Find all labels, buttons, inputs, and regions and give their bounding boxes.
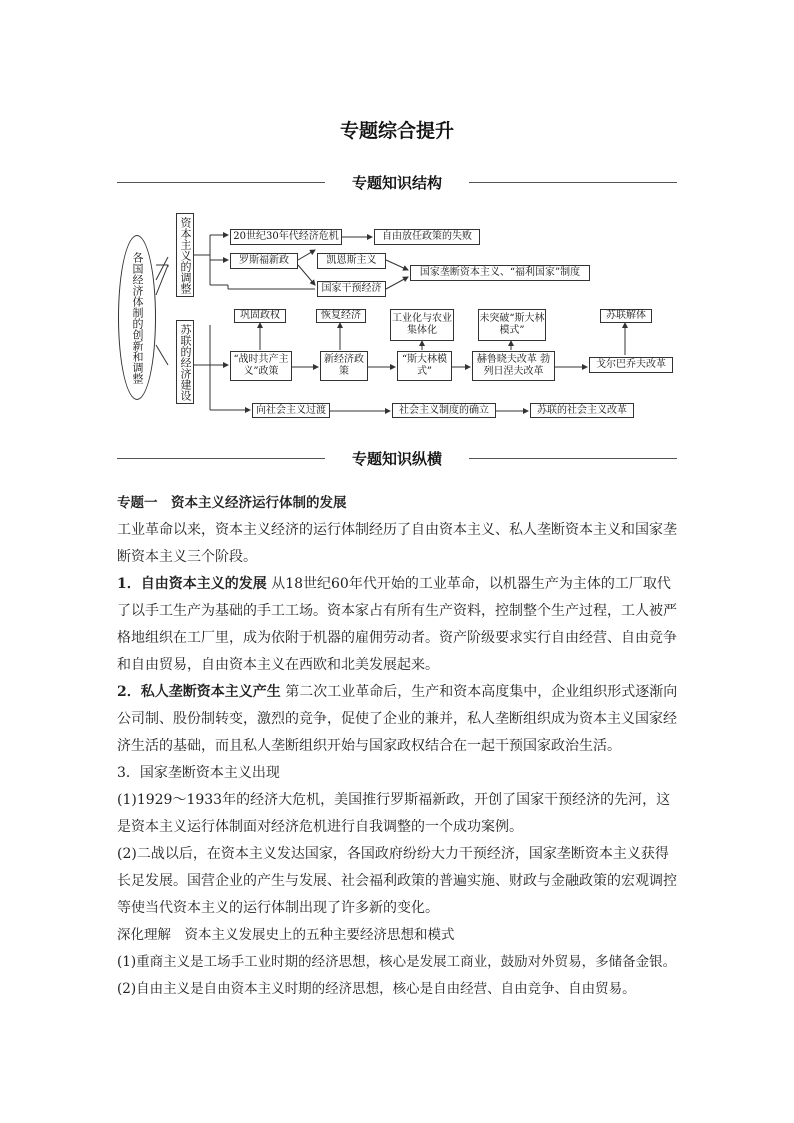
- branch-soviet: 苏联的经济建设: [176, 320, 194, 404]
- paragraph-2: [117, 679, 679, 760]
- box-gorbachev: 戈尔巴乔夫改革: [589, 357, 673, 373]
- paragraph-2-text: 第二次工业革命后，生产和资本高度集中，企业组织形式逐渐向公司制、股份制转变，激烈的竞争，促使了企业的兼并，私人垄断组织成为资本主义国家经济生活的基础，而且私人垄断组织开始与国家政权结合在一起干预国家政治生活。: [117, 684, 678, 754]
- box-crisis: 20世纪30年代经济危机: [230, 229, 342, 245]
- intro-paragraph: 工业革命以来，资本主义经济的运行体制经历了自由资本主义、私人垄断资本主义和国家垄断资本主义三个阶段。: [117, 522, 677, 565]
- deep-item-1: (1)重商主义是工场手工业时期的经济思想，核心是发展工商业，鼓励对外贸易，多储备金银。: [117, 954, 677, 970]
- section-title: 专题知识纵横: [351, 450, 442, 468]
- deep-item-2: (2)自由主义是自由资本主义时期的经济思想，核心是自由经营、自由竞争、自由贸易。: [117, 981, 636, 997]
- box-establish: 社会主义制度的确立: [392, 403, 496, 418]
- paragraph-1-text: 从18世纪60年代开始的工业革命，以机器生产为主体的工厂取代了以手工生产为基础的手工工场。资本家占有所有生产资料，控制整个生产过程，工人被严格地组织在工厂里，成为依附于机器的雇佣劳动者。资产阶级要求实行自由经营、自由竞争和自由贸易，自由资本主义在西欧和北美发展起来。: [117, 576, 677, 673]
- box-welfare: 国家垄断资本主义、“福利国家”制度: [410, 265, 590, 281]
- box-laissez: 自由放任政策的失败: [374, 229, 480, 245]
- page-title: 专题综合提升: [339, 120, 454, 142]
- branch-capitalism: 资本主义的调整: [176, 213, 194, 297]
- section-knowledge-overview: [117, 448, 677, 468]
- box-khrushchev-brezhnev: 赫鲁晓夫改革 勃列日涅夫改革: [472, 351, 555, 381]
- box-transition: 向社会主义过渡: [252, 403, 330, 418]
- box-consolidate: 巩固政权: [234, 309, 286, 323]
- paragraph-3b: (2)二战以后，在资本主义发达国家，各国政府纷纷大力干预经济，国家垄断资本主义获得长足发展。国营企业的产生与发展、社会福利政策的普遍实施、财政与金融政策的宏观调控等使当代资本主义的运行体制出现了许多新的变化。: [117, 846, 677, 916]
- box-newdeal: 罗斯福新政: [230, 253, 298, 269]
- paragraph-1: [117, 571, 679, 679]
- box-collapse: 苏联解体: [600, 309, 652, 323]
- box-wartime: “战时共产主义”政策: [230, 351, 292, 381]
- topic-heading: 专题一 资本主义经济运行体制的发展: [117, 495, 347, 511]
- section-title: 专题知识结构: [351, 174, 442, 192]
- topic-content: [117, 490, 679, 1003]
- paragraph-3-lead: 3．国家垄断资本主义出现: [117, 765, 280, 781]
- diagram-root: 各国经济体制的创新和调整: [118, 235, 156, 400]
- box-soviet-reform: 苏联的社会主义改革: [530, 403, 634, 418]
- paragraph-3a: (1)1929～1933年的经济大危机，美国推行罗斯福新政，开创了国家干预经济的先河，这是资本主义运行体制面对经济危机进行自我调整的一个成功案例。: [117, 792, 671, 835]
- section-knowledge-structure: [117, 172, 677, 192]
- box-keynes: 凯恩斯主义: [317, 253, 386, 269]
- paragraph-1-lead: 1．自由资本主义的发展: [117, 576, 267, 592]
- box-notbreak: 未突破“斯大林模式”: [478, 309, 546, 341]
- box-stalin: “斯大林模式”: [397, 351, 452, 381]
- paragraph-2-lead: 2．私人垄断资本主义产生: [117, 684, 281, 700]
- box-nep: 新经济政策: [320, 351, 368, 381]
- box-recover: 恢复经济: [316, 309, 366, 323]
- deep-heading: 深化理解 资本主义发展史上的五种主要经济思想和模式: [117, 927, 455, 943]
- knowledge-structure-diagram: [110, 205, 680, 435]
- box-industrial: 工业化与农业集体化: [390, 309, 454, 341]
- box-intervention: 国家干预经济: [317, 281, 386, 297]
